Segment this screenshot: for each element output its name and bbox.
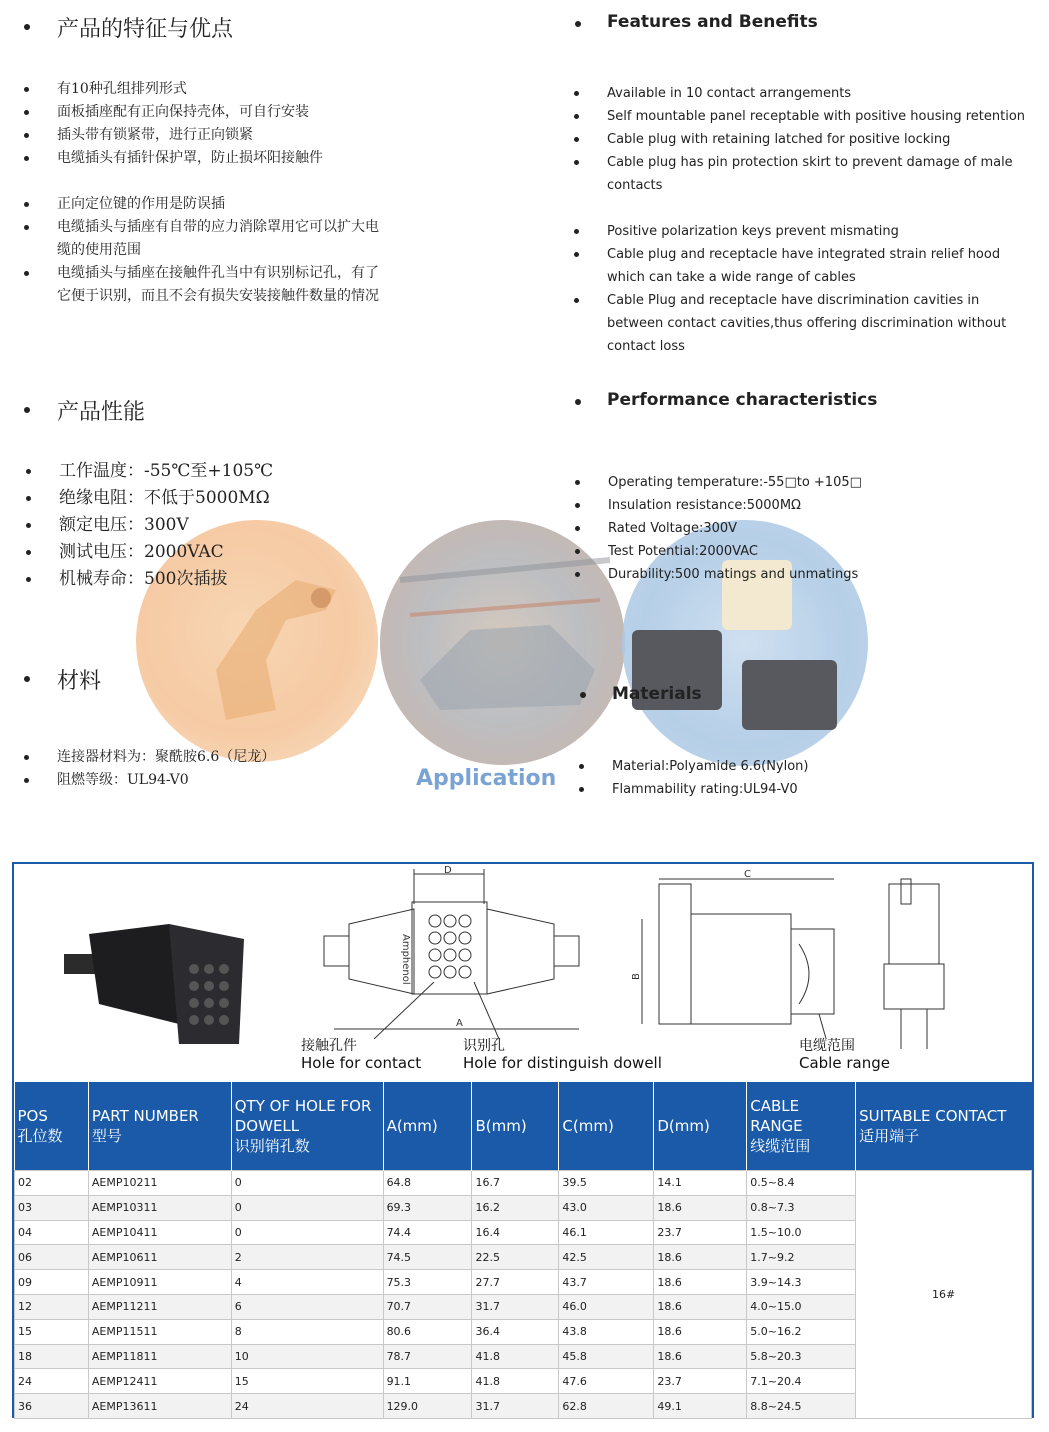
table-cell: 1.5~10.0 (747, 1220, 856, 1245)
header-b: B(mm) (472, 1082, 559, 1171)
table-cell: 18 (15, 1344, 89, 1369)
table-cell: 12 (15, 1294, 89, 1319)
list-item: Durability:500 matings and unmatings (608, 563, 1033, 586)
header-cable-range: CABLE RANGE 线缆范围 (747, 1082, 856, 1171)
table-row (15, 1171, 1032, 1196)
table-cell: 31.7 (472, 1394, 559, 1419)
table-cell: AEMP10611 (88, 1245, 231, 1270)
table-cell: 03 (15, 1195, 89, 1220)
table-cell: 47.6 (559, 1369, 654, 1394)
table-cell: 0.8~7.3 (747, 1195, 856, 1220)
table-cell: 06 (15, 1245, 89, 1270)
table-cell: AEMP10911 (88, 1270, 231, 1295)
en-materials-title: Materials (612, 684, 702, 704)
cn-features-title: 产品的特征与优点 (57, 17, 234, 42)
table-cell: 43.7 (559, 1270, 654, 1295)
table-cell: 80.6 (383, 1319, 472, 1344)
table-header-row (15, 1082, 1032, 1171)
table-cell: AEMP10411 (88, 1220, 231, 1245)
table-cell: AEMP11811 (88, 1344, 231, 1369)
table-cell: 23.7 (654, 1220, 747, 1245)
table-cell: 15 (15, 1319, 89, 1344)
table-cell: 74.4 (383, 1220, 472, 1245)
connector-photo (59, 904, 259, 1054)
car-frame-shape (380, 520, 625, 765)
header-c: C(mm) (559, 1082, 654, 1171)
table-cell: 129.0 (383, 1394, 472, 1419)
en-features-list (607, 82, 1032, 197)
table-cell: 23.7 (654, 1369, 747, 1394)
table-cell: 31.7 (472, 1294, 559, 1319)
cn-materials-title: 材料 (57, 669, 102, 694)
list-item: Cable plug and receptacle have integrated strain relief hood which can take a wide range of cables (607, 243, 1032, 289)
table-cell: 70.7 (383, 1294, 472, 1319)
table-cell: 18.6 (654, 1294, 747, 1319)
table-cell: 43.0 (559, 1195, 654, 1220)
table-cell: 18.6 (654, 1245, 747, 1270)
table-cell: AEMP11511 (88, 1319, 231, 1344)
dowell-en: Hole for distinguish dowell (463, 1054, 662, 1072)
table-cell: 49.1 (654, 1394, 747, 1419)
list-item: 插头带有锁紧带，进行正向锁紧 (57, 124, 387, 147)
table-cell: 18.6 (654, 1270, 747, 1295)
bullet-icon (575, 21, 581, 27)
list-item: 正向定位键的作用是防误插 (57, 193, 387, 216)
en-features-title: Features and Benefits (607, 12, 818, 32)
table-cell: 0 (231, 1195, 383, 1220)
table-cell: 16.4 (472, 1220, 559, 1245)
table-cell: 3.9~14.3 (747, 1270, 856, 1295)
bullet-icon (24, 24, 30, 30)
table-cell: 36.4 (472, 1319, 559, 1344)
header-pos: POS 孔位数 (15, 1082, 89, 1171)
front-view-drawing (314, 864, 604, 1039)
header-d: D(mm) (654, 1082, 747, 1171)
list-item: 电缆插头与插座有自带的应力消除罩用它可以扩大电缆的使用范围 (57, 216, 387, 262)
dimension-b-label: B (631, 973, 642, 980)
table-cell: 10 (231, 1344, 383, 1369)
table-cell: 43.8 (559, 1319, 654, 1344)
application-label: Application (416, 766, 557, 791)
table-cell: 15 (231, 1369, 383, 1394)
list-item: 连接器材料为：聚酰胺6.6（尼龙） (57, 746, 387, 769)
assembly-line-image (380, 520, 625, 765)
table-cell: 45.8 (559, 1344, 654, 1369)
list-item: Material:Polyamide 6.6(Nylon) (612, 755, 1037, 778)
list-item: Cable plug with retaining latched for positive locking (607, 128, 1032, 151)
table-cell: 24 (231, 1394, 383, 1419)
table-cell: 0.5~8.4 (747, 1171, 856, 1196)
table-cell: 1.7~9.2 (747, 1245, 856, 1270)
table-cell: 02 (15, 1171, 89, 1196)
cn-perf-list (59, 458, 389, 593)
hole-contact-en: Hole for contact (301, 1054, 422, 1072)
table-cell: 27.7 (472, 1270, 559, 1295)
en-features2-list (607, 220, 1032, 358)
list-item: Operating temperature:-55□to +105□ (608, 471, 1033, 494)
table-cell: 18.6 (654, 1344, 747, 1369)
list-item: 绝缘电阻：不低于5000MΩ (59, 485, 389, 512)
table-cell: 7.1~20.4 (747, 1369, 856, 1394)
table-cell: 78.7 (383, 1344, 472, 1369)
list-item: Flammability rating:UL94-V0 (612, 778, 1037, 801)
cn-materials-list (57, 746, 387, 792)
side-view-drawing (624, 864, 874, 1039)
header-part-number: PART NUMBER 型号 (88, 1082, 231, 1171)
table-cell: AEMP10311 (88, 1195, 231, 1220)
table-cell: 5.8~20.3 (747, 1344, 856, 1369)
table-cell: 16.2 (472, 1195, 559, 1220)
table-cell: 8 (231, 1319, 383, 1344)
table-cell: 64.8 (383, 1171, 472, 1196)
list-item: Cable plug has pin protection skirt to prevent damage of male contacts (607, 151, 1032, 197)
table-cell: 74.5 (383, 1245, 472, 1270)
table-cell: 4.0~15.0 (747, 1294, 856, 1319)
table-cell: 18.6 (654, 1195, 747, 1220)
hole-contact-cn: 接触孔件 (301, 1038, 357, 1054)
table-cell: 09 (15, 1270, 89, 1295)
en-perf-title: Performance characteristics (607, 390, 878, 410)
table-cell: 91.1 (383, 1369, 472, 1394)
table-cell: 14.1 (654, 1171, 747, 1196)
list-item: 机械寿命：500次插拔 (59, 566, 389, 593)
table-cell: 69.3 (383, 1195, 472, 1220)
brand-label: Amphenol (400, 934, 411, 985)
table-cell: 62.8 (559, 1394, 654, 1419)
dimension-c-label: C (744, 869, 751, 880)
list-item: 额定电压：300V (59, 512, 389, 539)
list-item: Cable Plug and receptacle have discrimination cavities in between contact cavities,thus offering discrimination without contact loss (607, 289, 1032, 358)
table-cell: 24 (15, 1369, 89, 1394)
table-cell: 75.3 (383, 1270, 472, 1295)
table-cell: 6 (231, 1294, 383, 1319)
spec-table (14, 1082, 1032, 1419)
list-item: Available in 10 contact arrangements (607, 82, 1032, 105)
list-item: 工作温度：-55℃至+105℃ (59, 458, 389, 485)
list-item: Positive polarization keys prevent mismating (607, 220, 1032, 243)
bullet-icon (575, 399, 581, 405)
table-cell: AEMP12411 (88, 1369, 231, 1394)
dowell-cn: 识别孔 (463, 1038, 505, 1054)
table-cell: 5.0~16.2 (747, 1319, 856, 1344)
table-cell: 4 (231, 1270, 383, 1295)
table-cell: AEMP13611 (88, 1394, 231, 1419)
cable-range-cn: 电缆范围 (799, 1038, 855, 1054)
list-item: 测试电压：2000VAC (59, 539, 389, 566)
list-item: Test Potential:2000VAC (608, 540, 1033, 563)
table-cell: 04 (15, 1220, 89, 1245)
list-item: 有10种孔组排列形式 (57, 78, 387, 101)
table-cell: 0 (231, 1171, 383, 1196)
end-view-drawing (879, 874, 959, 1049)
suitable-contact-cell: 16# (856, 1171, 1032, 1419)
cn-features2-list (57, 193, 387, 308)
cable-range-en: Cable range (799, 1054, 890, 1072)
table-cell: 46.0 (559, 1294, 654, 1319)
table-cell: AEMP11211 (88, 1294, 231, 1319)
table-cell: 8.8~24.5 (747, 1394, 856, 1419)
table-cell: 16.7 (472, 1171, 559, 1196)
table-cell: 0 (231, 1220, 383, 1245)
list-item: 阻燃等级：UL94-V0 (57, 769, 387, 792)
table-cell: 39.5 (559, 1171, 654, 1196)
bullet-icon (24, 676, 30, 682)
table-cell: 18.6 (654, 1319, 747, 1344)
list-item: Self mountable panel receptable with positive housing retention (607, 105, 1032, 128)
table-cell: 2 (231, 1245, 383, 1270)
table-cell: 41.8 (472, 1344, 559, 1369)
list-item: 面板插座配有正向保持壳体，可自行安装 (57, 101, 387, 124)
header-suitable-contact: SUITABLE CONTACT 适用端子 (856, 1082, 1032, 1171)
bullet-icon (24, 407, 30, 413)
cn-perf-title: 产品性能 (57, 400, 146, 425)
list-item: Insulation resistance:5000MΩ (608, 494, 1033, 517)
dimension-d-label: D (444, 865, 452, 876)
table-cell: AEMP10211 (88, 1171, 231, 1196)
table-cell: 42.5 (559, 1245, 654, 1270)
table-cell: 22.5 (472, 1245, 559, 1270)
table-cell: 41.8 (472, 1369, 559, 1394)
list-item: 电缆插头与插座在接触件孔当中有识别标记孔，有了它便于识别，而且不会有损失安装接触件数量的情况 (57, 262, 387, 308)
table-cell: 46.1 (559, 1220, 654, 1245)
en-materials-list (612, 755, 1037, 801)
cn-features-list (57, 78, 387, 170)
list-item: Rated Voltage:300V (608, 517, 1033, 540)
header-qty-dowell: QTY OF HOLE FOR DOWELL 识别销孔数 (231, 1082, 383, 1171)
list-item: 电缆插头有插针保护罩，防止损坏阳接触件 (57, 147, 387, 170)
table-cell: 36 (15, 1394, 89, 1419)
drawing-area (14, 864, 1032, 1082)
header-a: A(mm) (383, 1082, 472, 1171)
dimension-a-label: A (456, 1018, 463, 1029)
bullet-icon (580, 692, 586, 698)
en-perf-list (608, 471, 1033, 586)
